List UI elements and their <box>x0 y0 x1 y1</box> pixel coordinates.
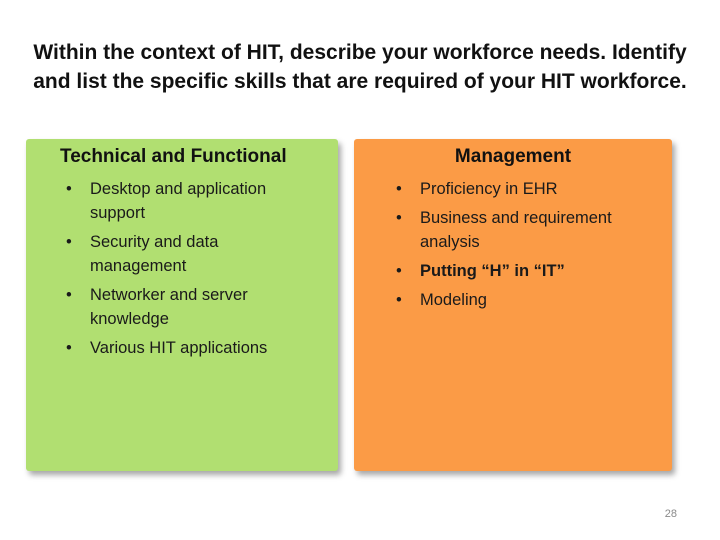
page-number: 28 <box>664 508 677 520</box>
slide-title: Within the context of HIT, describe your workforce needs. Identify and list the specific skills that are required of your HIT workforce. <box>33 41 687 93</box>
bullet-dot-icon: • <box>66 233 72 251</box>
list-item-text: Modeling <box>420 291 487 309</box>
management-heading: Management <box>454 146 572 167</box>
technical-functional-panel <box>26 139 338 471</box>
list-item <box>394 206 654 254</box>
list-item <box>64 283 304 331</box>
management-list <box>394 177 654 317</box>
list-item <box>64 177 304 225</box>
list-item <box>64 336 304 360</box>
list-item <box>394 259 654 283</box>
list-item-text: Networker and server knowledge <box>90 286 248 328</box>
list-item-text: Proficiency in EHR <box>420 180 558 198</box>
bullet-dot-icon: • <box>396 291 402 309</box>
bullet-dot-icon: • <box>396 180 402 198</box>
list-item-text: Security and data management <box>90 233 219 275</box>
list-item <box>394 288 654 312</box>
list-item <box>394 177 654 201</box>
technical-functional-list <box>64 177 304 365</box>
technical-functional-heading: Technical and Functional <box>60 146 287 167</box>
bullet-dot-icon: • <box>66 339 72 357</box>
list-item-text: Various HIT applications <box>90 339 268 357</box>
list-item-text: Desktop and application support <box>90 180 267 222</box>
list-item-text: Putting “H” in “IT” <box>420 262 565 280</box>
bullet-dot-icon: • <box>66 180 72 198</box>
list-item-text: Business and requirement analysis <box>420 209 612 251</box>
bullet-dot-icon: • <box>396 209 402 227</box>
bullet-dot-icon: • <box>66 286 72 304</box>
bullet-dot-icon: • <box>396 262 402 280</box>
list-item <box>64 230 304 278</box>
management-panel <box>354 139 672 471</box>
